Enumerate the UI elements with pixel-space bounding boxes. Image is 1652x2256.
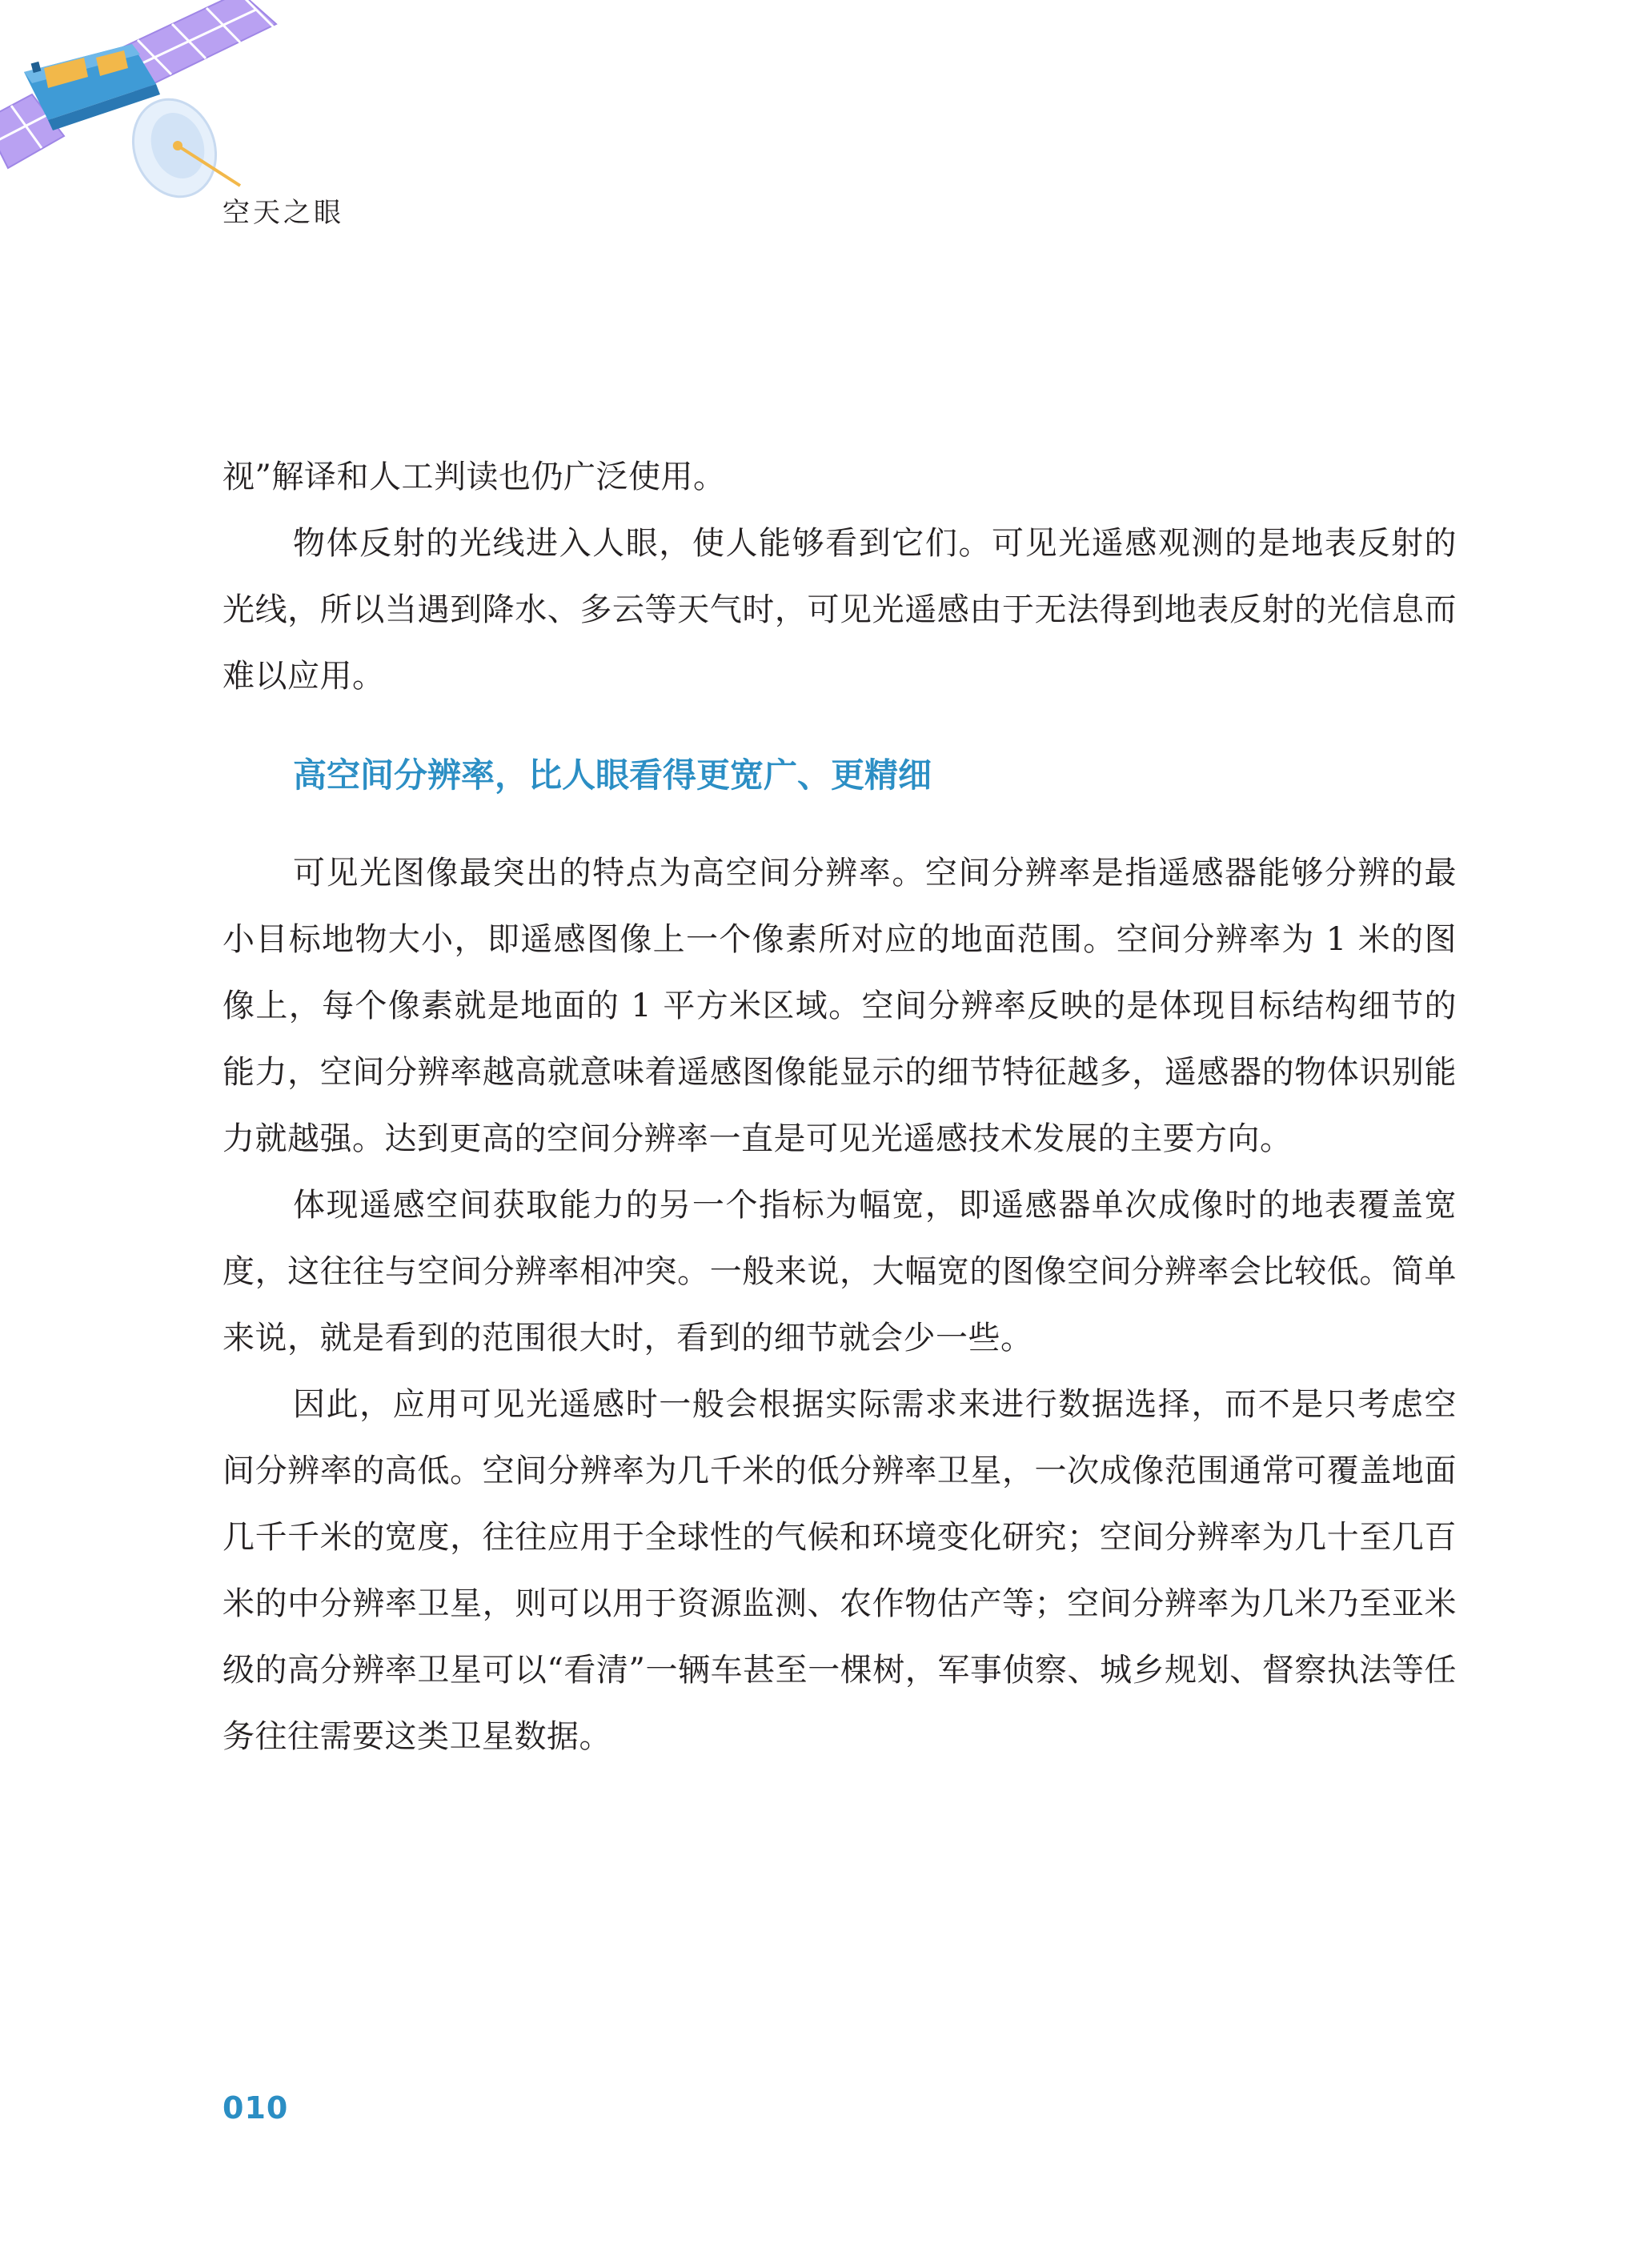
page-body bbox=[223, 444, 1457, 1770]
paragraph-swath-width: 体现遥感空间获取能力的另一个指标为幅宽，即遥感器单次成像时的地表覆盖宽度，这往往与空间分辨率相冲突。一般来说，大幅宽的图像空间分辨率会比较低。简单来说，就是看到的范围很大时，看到的细节就会少一些。 bbox=[223, 1187, 1457, 1356]
running-title: 空天之眼 bbox=[223, 197, 344, 229]
paragraph-spatial-resolution: 可见光图像最突出的特点为高空间分辨率。空间分辨率是指遥感器能够分辨的最小目标地物大小，即遥感图像上一个像素所对应的地面范围。空间分辨率为 1 米的图像上，每个像素就是地面的 1 平方米区域。空间分辨率反映的是体现目标结构细节的能力，空间分辨率越高就意味着遥感图像能显示的细节特征越多，遥感器的物体识别能力就越强。达到更高的空间分辨率一直是可见光遥感技术发展的主要方向。 bbox=[223, 855, 1457, 1157]
page-number: 010 bbox=[223, 2090, 289, 2126]
section-heading: 高空间分辨率，比人眼看得更宽广、更精细 bbox=[293, 755, 932, 795]
paragraph-continued: 视”解译和人工判读也仍广泛使用。 bbox=[223, 459, 726, 495]
paragraph-application-selection: 因此，应用可见光遥感时一般会根据实际需求来进行数据选择，而不是只考虑空间分辨率的高低。空间分辨率为几千米的低分辨率卫星，一次成像范围通常可覆盖地面几千千米的宽度，往往应用于全球性的气候和环境变化研究；空间分辨率为几十至几百米的中分辨率卫星，则可以用于资源监测、农作物估产等；空间分辨率为几米乃至亚米级的高分辨率卫星可以“看清”一辆车甚至一棵树，军事侦察、城乡规划、督察执法等任务往往需要这类卫星数据。 bbox=[223, 1386, 1457, 1755]
paragraph-light-reflection: 物体反射的光线进入人眼，使人能够看到它们。可见光遥感观测的是地表反射的光线，所以当遇到降水、多云等天气时，可见光遥感由于无法得到地表反射的光信息而难以应用。 bbox=[223, 525, 1457, 695]
satellite-illustration bbox=[0, 0, 320, 208]
